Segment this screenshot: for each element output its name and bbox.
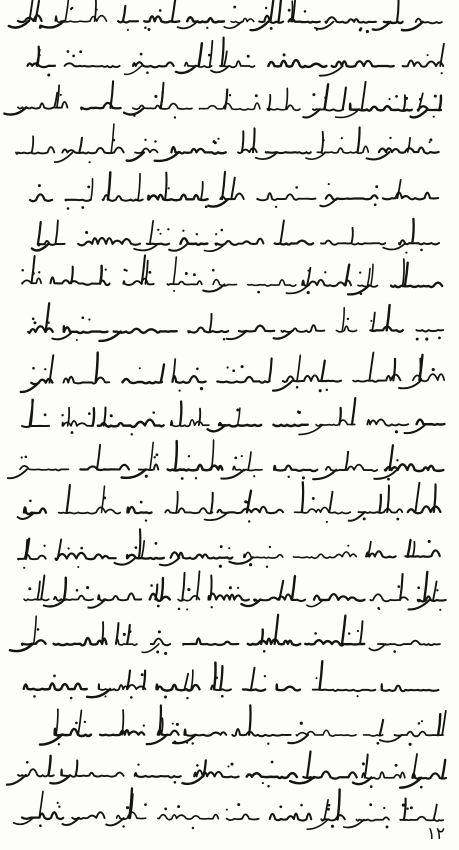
script-line: [14, 788, 444, 829]
script-line: [8, 440, 444, 481]
page-number: ١٢: [426, 824, 445, 844]
script-line: [9, 0, 442, 33]
script-line: [4, 81, 441, 118]
script-line: [21, 255, 442, 295]
script-line: [24, 571, 446, 611]
script-line: [10, 615, 440, 655]
script-line: [18, 482, 441, 523]
script-line: [18, 529, 440, 569]
script-line: [28, 303, 443, 341]
script-line: [16, 124, 439, 163]
script-line: [30, 172, 438, 210]
script-line: [22, 398, 444, 436]
script-line: [24, 661, 439, 699]
script-line: [21, 353, 444, 393]
script-line: [28, 38, 444, 77]
script-line: [32, 219, 439, 254]
script-line: [40, 705, 446, 745]
script-line: [7, 752, 446, 789]
